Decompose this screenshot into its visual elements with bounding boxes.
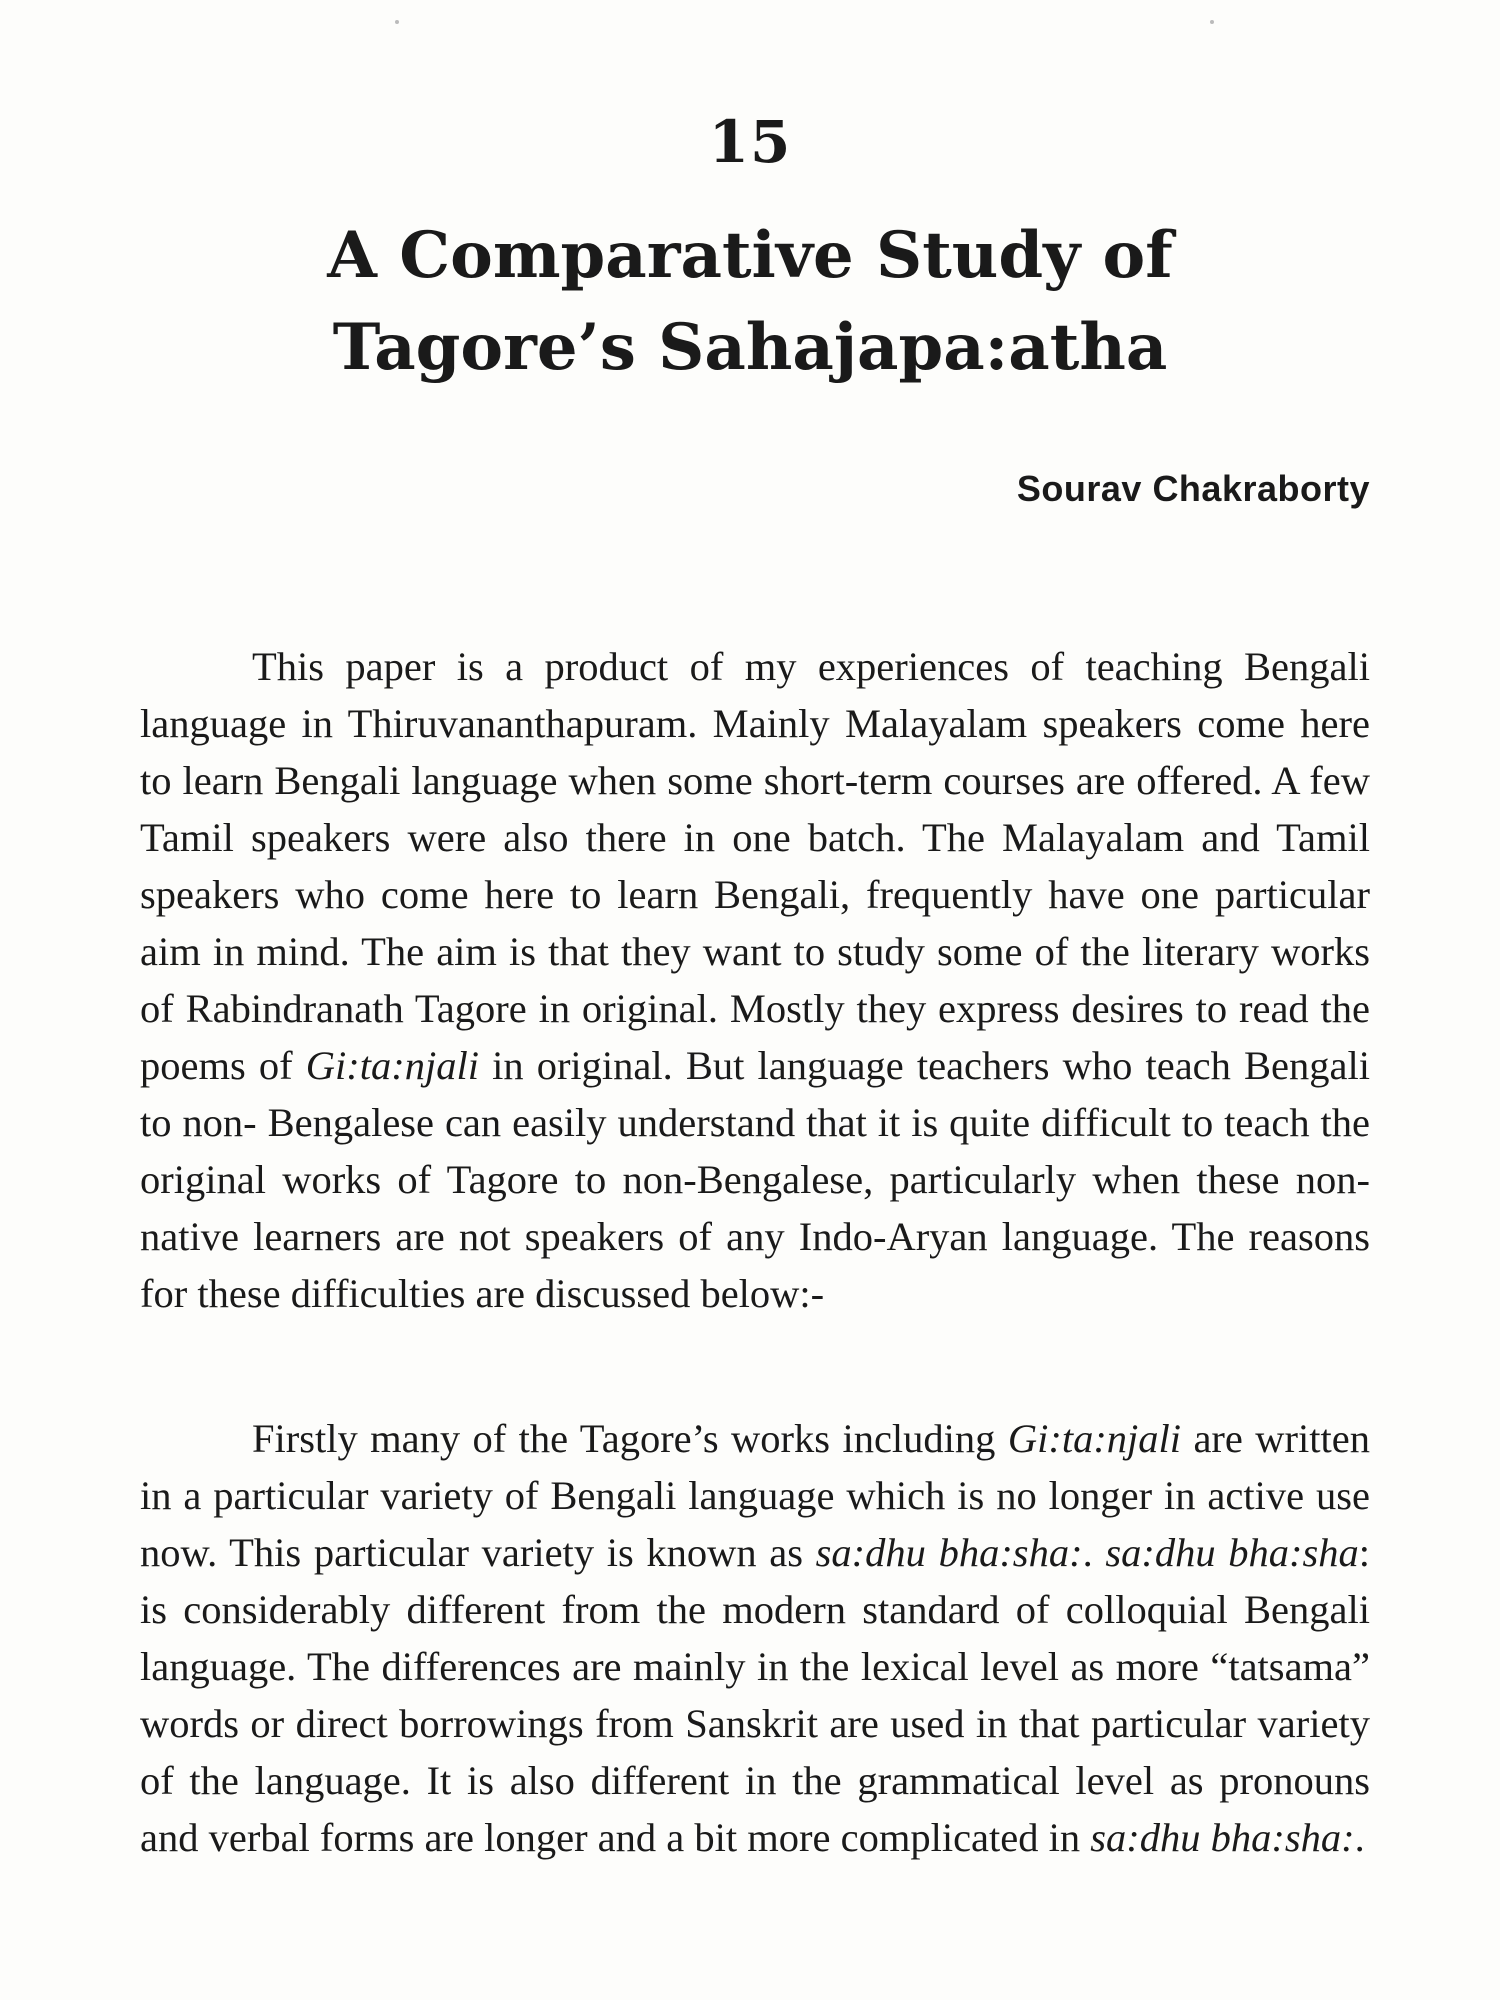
paragraph-1-text-2: in original. But language teachers who teach Bengali to non- Bengalese can easily understand that it is quite difficult to teach the original works of Tagore to non-Bengalese, particularly when these non-native learners are not speakers of any Indo-Aryan language. The reasons for these difficulties are discussed below:- <box>140 1043 1370 1316</box>
paragraph-2-text-3: . <box>1082 1530 1106 1575</box>
paragraph-2-text-4: : is considerably different from the modern standard of colloquial Bengali language. The differences are mainly in the lexical level as more “tatsama” words or direct borrowings from Sanskrit are used in that particular variety of the language. It is also different in the grammatical level as pronouns and verbal forms are longer and a bit more complicated in <box>140 1530 1371 1860</box>
paragraph-2-text-2: are written in a particular variety of Bengali language which is no longer in active use now. This particular variety is known as <box>140 1416 1370 1575</box>
paragraph-1-italic-1: Gi:ta:njali <box>305 1043 479 1088</box>
paragraph-2-italic-1: Gi:ta:njali <box>1007 1416 1182 1461</box>
paragraph-2-text-1: Firstly many of the Tagore’s works including <box>252 1416 1008 1461</box>
scan-speck <box>395 20 399 24</box>
paragraph-2 <box>140 1410 1370 1866</box>
author-name: Sourav Chakraborty <box>1016 468 1370 509</box>
scan-speck <box>1210 20 1214 24</box>
paragraph-2-text-5: . <box>1354 1815 1365 1860</box>
paragraph-2-italic-4: sa:dhu bha:sha: <box>1090 1815 1355 1860</box>
paragraph-2-italic-2: sa:dhu bha:sha: <box>815 1530 1083 1575</box>
paragraph-1 <box>140 638 1370 1322</box>
chapter-title-line2: Tagore’s Sahajapa:atha <box>332 310 1168 385</box>
chapter-title <box>150 210 1350 394</box>
chapter-title-line1: A Comparative Study of <box>327 218 1173 293</box>
chapter-number: 15 <box>708 108 792 176</box>
paragraph-1-text-1: This paper is a product of my experiences of teaching Bengali language in Thiruvananthapuram. Mainly Malayalam speakers come here to learn Bengali language when some short-term courses are offered. A few Tamil speakers were also there in one batch. The Malayalam and Tamil speakers who come here to learn Bengali, frequently have one particular aim in mind. The aim is that they want to study some of the literary works of Rabindranath Tagore in original. Mostly they express desires to read the poems of <box>140 644 1370 1088</box>
paragraph-2-italic-3: sa:dhu bha:sha <box>1105 1530 1359 1575</box>
